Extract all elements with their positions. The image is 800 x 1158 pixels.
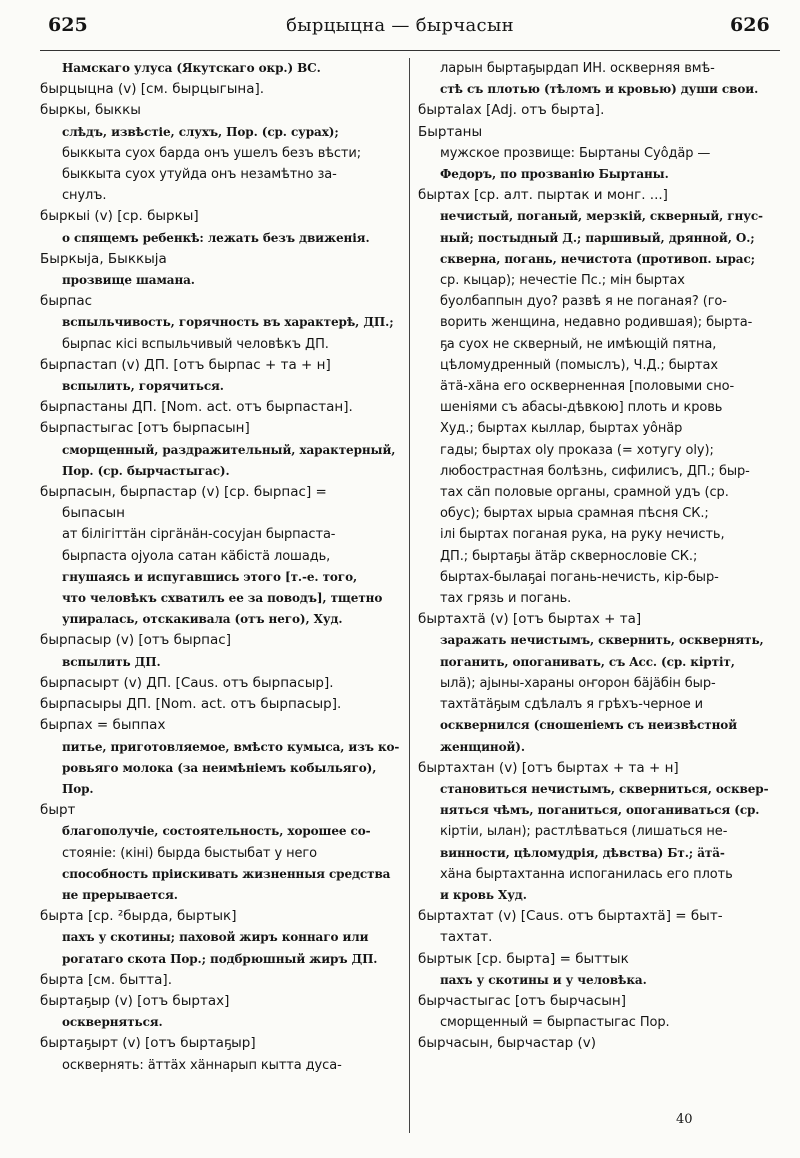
entry-definition-line: ср. кыцар); нечестіе Пс.; мiн быртах — [440, 273, 685, 289]
entry-definition-line: Намскаго улуса (Якутскаго окр.) ВС. — [62, 61, 321, 75]
header-rule — [40, 50, 780, 51]
left-column — [40, 58, 400, 1076]
entry-headword-line: бырпасын, бырпастар (v) [ср. бырпас] = — [40, 484, 327, 501]
entry-headword-line: быртахтä (v) [отъ быртах + та] — [418, 611, 642, 628]
entry-definition-line: хäна быртахтанна испоганилась его плоть — [440, 866, 733, 882]
right-column — [418, 58, 774, 1055]
entry-definition-line: оскверняться. — [62, 1015, 163, 1030]
entry-definition-line: что человѣкъ схватилъ ее за поводъ], тщетно — [62, 591, 383, 606]
entry-definition-line: слѣдъ, извѣстіе, слухъ, Пор. (ср. сурах); — [62, 124, 339, 139]
entry-headword-line: быртык [ср. бырта] = быттык — [418, 950, 629, 967]
entry-definition-line: няться чѣмъ, поганиться, опоганиваться (ср. — [440, 803, 760, 818]
entry-definition-line: вспылить, горячиться. — [62, 379, 224, 394]
page-number-right: 626 — [730, 14, 770, 36]
entry-definition-line: тах грязь и погань. — [440, 591, 572, 607]
entry-definition-line: Федоръ, по прозванію Быртаны. — [440, 167, 669, 182]
entry-definition-line: ный; постыдный Д.; паршивый, дрянной, О.; — [440, 230, 755, 245]
entry-headword-line: быртаlах [Adj. отъ бырта]. — [418, 102, 605, 119]
entry-headword-line: бырчастыгас [отъ бырчасын] — [418, 992, 627, 1009]
entry-headword-line: Быркыja, Быккыja — [40, 250, 167, 267]
entry-definition-line: гады; быртах оlу проказа (= хотугу оlу); — [440, 442, 714, 458]
entry-definition-line: ДП.; быртаҕы äтäр сквернословіе СК.; — [440, 548, 698, 564]
entry-headword-line: быркы, быккы — [40, 102, 141, 119]
entry-definition-line: шеніями съ абасы-дѣвкою] плоть и кровь — [440, 400, 723, 416]
entry-headword-line: быртаҕырт (v) [отъ быртаҕыр] — [40, 1035, 256, 1052]
entry-definition-line: упиралась, отскакивала (отъ него), Худ. — [62, 612, 343, 627]
entry-definition-line: скверна, погань, нечистота (противоп. ырас; — [440, 251, 755, 266]
entry-headword-line: бырпасыр (v) [отъ бырпас] — [40, 632, 231, 649]
entry-definition-line: Худ.; быртах кыллар, быртах уôнäр — [440, 421, 683, 437]
page-header — [0, 14, 800, 48]
entry-headword-line: бырпас — [40, 293, 93, 310]
entry-headword-line: бырпасыры ДП. [Nom. act. отъ бырпасыр]. — [40, 696, 342, 713]
entry-definition-line: тахтäтäҕым сдѣлалъ я грѣхъ-черное и — [440, 697, 703, 713]
entry-headword-line: бырпастыгас [отъ бырпасын] — [40, 420, 250, 437]
entry-definition-line: снулъ. — [62, 188, 107, 204]
entry-headword-line: быпасын — [62, 505, 125, 522]
entry-headword-line: Быртаны — [418, 123, 483, 140]
entry-definition-line: iлi быртах поганая рука, на руку нечисть, — [440, 527, 725, 543]
entry-definition-line: нечистый, поганый, мерзкій, скверный, гнус- — [440, 209, 763, 224]
entry-definition-line: кiртiи, ылан); растлѣваться (лишаться не- — [440, 824, 728, 840]
entry-definition-line: ворить женщина, недавно родившая); бырта- — [440, 315, 753, 331]
entry-definition-line: бырпас кiсi вспыльчивый человѣкъ ДП. — [62, 336, 329, 352]
entry-definition-line: ат бiлiгiттäн сiргäнäн-сосуjан бырпаста- — [62, 527, 336, 543]
entry-definition-line: Пор. — [62, 781, 94, 796]
entry-definition-line: быккыта суох утуйда онъ незамѣтно за- — [62, 167, 337, 183]
entry-definition-line: бырпаста ojуола сатан кäбiстä лошадь, — [62, 548, 331, 564]
column-divider — [409, 58, 410, 1133]
page-number-left: 625 — [48, 14, 88, 36]
entry-headword-line: бырцыцна (v) [см. бырцыгына]. — [40, 81, 265, 98]
entry-headword-line: бырпах = быппах — [40, 717, 166, 734]
entry-definition-line: тах сäп половые органы, срамной удъ (ср. — [440, 485, 729, 501]
entry-headword-line: быртах [ср. алт. пыртак и монг. ...] — [418, 187, 668, 204]
entry-definition-line: вспыльчивость, горячность въ характерѣ, ДП.; — [62, 315, 394, 330]
entry-headword-line: тахтат. — [440, 929, 493, 946]
entry-definition-line: винности, цѣломудрія, дѣвства) Бт.; äтä- — [440, 845, 725, 860]
entry-headword-line: бырта [ср. ²бырда, быртык] — [40, 908, 237, 925]
entry-definition-line: гнушаясь и испугавшись этого [т.-е. того, — [62, 569, 358, 584]
entry-definition-line: любострастная болѣзнь, сифилисъ, ДП.; быр- — [440, 463, 750, 479]
entry-definition-line: ларын быртаҕырдап ИН. оскверняя вмѣ- — [440, 61, 715, 76]
entry-definition-line: äтä-хäна его оскверненная [половыми сно- — [440, 379, 735, 395]
entry-definition-line: быккыта суох барда онъ ушелъ безъ вѣсти; — [62, 145, 362, 161]
entry-definition-line: сморщенный, раздражительный, характерный, — [62, 442, 396, 457]
entry-definition-line: поганить, опоганивать, съ Acc. (ср. кiртiт, — [440, 654, 735, 669]
entry-definition-line: пахъ у скотины; паховой жиръ коннаго или — [62, 930, 369, 945]
entry-definition-line: стѣ съ плотью (тѣломъ и кровью) души свои. — [440, 82, 759, 97]
entry-definition-line: обус); быртах ырыа срамная пѣсня СК.; — [440, 506, 709, 522]
entry-headword-line: быркыi (v) [ср. быркы] — [40, 208, 199, 225]
entry-definition-line: и кровь Худ. — [440, 887, 527, 902]
entry-definition-line: вспылить ДП. — [62, 654, 161, 669]
entry-headword-line: бырчасын, бырчастар (v) — [418, 1035, 597, 1052]
entry-definition-line: ҕа суох не скверный, не имѣющій пятна, — [440, 336, 717, 352]
running-title: бырцыцна — бырчасын — [286, 15, 514, 36]
entry-definition-line: способность пріискивать жизненныя средства — [62, 866, 391, 881]
entry-definition-line: осквернился (сношеніемъ съ неизвѣстной — [440, 718, 737, 733]
entry-definition-line: прозвище шамана. — [62, 273, 195, 288]
entry-definition-line: стояніе: (кiнi) бырда быстыбат у него — [62, 845, 317, 861]
entry-headword-line: бырпасырт (v) ДП. [Caus. отъ бырпасыр]. — [40, 674, 334, 691]
entry-headword-line: быртахтан (v) [отъ быртах + та + н] — [418, 759, 679, 776]
entry-headword-line: бырт — [40, 802, 76, 819]
entry-definition-line: о спящемъ ребенкѣ: лежать безъ движенія. — [62, 230, 370, 245]
entry-definition-line: женщиной). — [440, 739, 525, 754]
entry-definition-line: ылä); аjыны-хараны оҥорон бäjäбiн быр- — [440, 675, 716, 691]
entry-definition-line: цѣломудренный (помыслъ), Ч.Д.; быртах — [440, 357, 718, 373]
entry-definition-line: быртах-былаҕаi погань-нечисть, кiр-быр- — [440, 569, 719, 585]
signature-number: 40 — [676, 1112, 693, 1127]
entry-definition-line: мужское прозвище: Быртаны Суôдäр — — [440, 145, 711, 161]
entry-definition-line: буолбаппын дуо? развѣ я не поганая? (го- — [440, 294, 727, 310]
entry-definition-line: не прерывается. — [62, 887, 178, 902]
entry-definition-line: питье, приготовляемое, вмѣсто кумыса, изъ ко- — [62, 739, 400, 754]
entry-headword-line: бырпастаны ДП. [Nom. act. отъ бырпастан]. — [40, 399, 353, 416]
entry-headword-line: быртаҕыр (v) [отъ быртах] — [40, 992, 230, 1009]
entry-headword-line: бырта [см. бытта]. — [40, 971, 172, 988]
entry-definition-line: осквернять: äттäх хäннарып кытта дуса- — [62, 1057, 342, 1073]
entry-definition-line: заражать нечистымъ, сквернить, осквернять, — [440, 633, 764, 648]
entry-headword-line: бырпастап (v) ДП. [отъ бырпас + та + н] — [40, 356, 331, 373]
entry-definition-line: благополучіе, состоятельность, хорошее со- — [62, 824, 371, 839]
entry-definition-line: Пор. (ср. бырчастыгас). — [62, 463, 230, 478]
entry-headword-line: быртахтат (v) [Caus. отъ быртахтä] = быт- — [418, 908, 723, 925]
entry-definition-line: ровьяго молока (за неимѣніемъ кобыльяго), — [62, 760, 377, 775]
entry-definition-line: становиться нечистымъ, скверниться, осквер- — [440, 781, 769, 796]
entry-definition-line: рогатаго скота Пор.; подбрюшный жиръ ДП. — [62, 951, 378, 966]
entry-definition-line: сморщенный = бырпастыгас Пор. — [440, 1015, 670, 1031]
entry-definition-line: пахъ у скотины и у человѣка. — [440, 972, 647, 987]
